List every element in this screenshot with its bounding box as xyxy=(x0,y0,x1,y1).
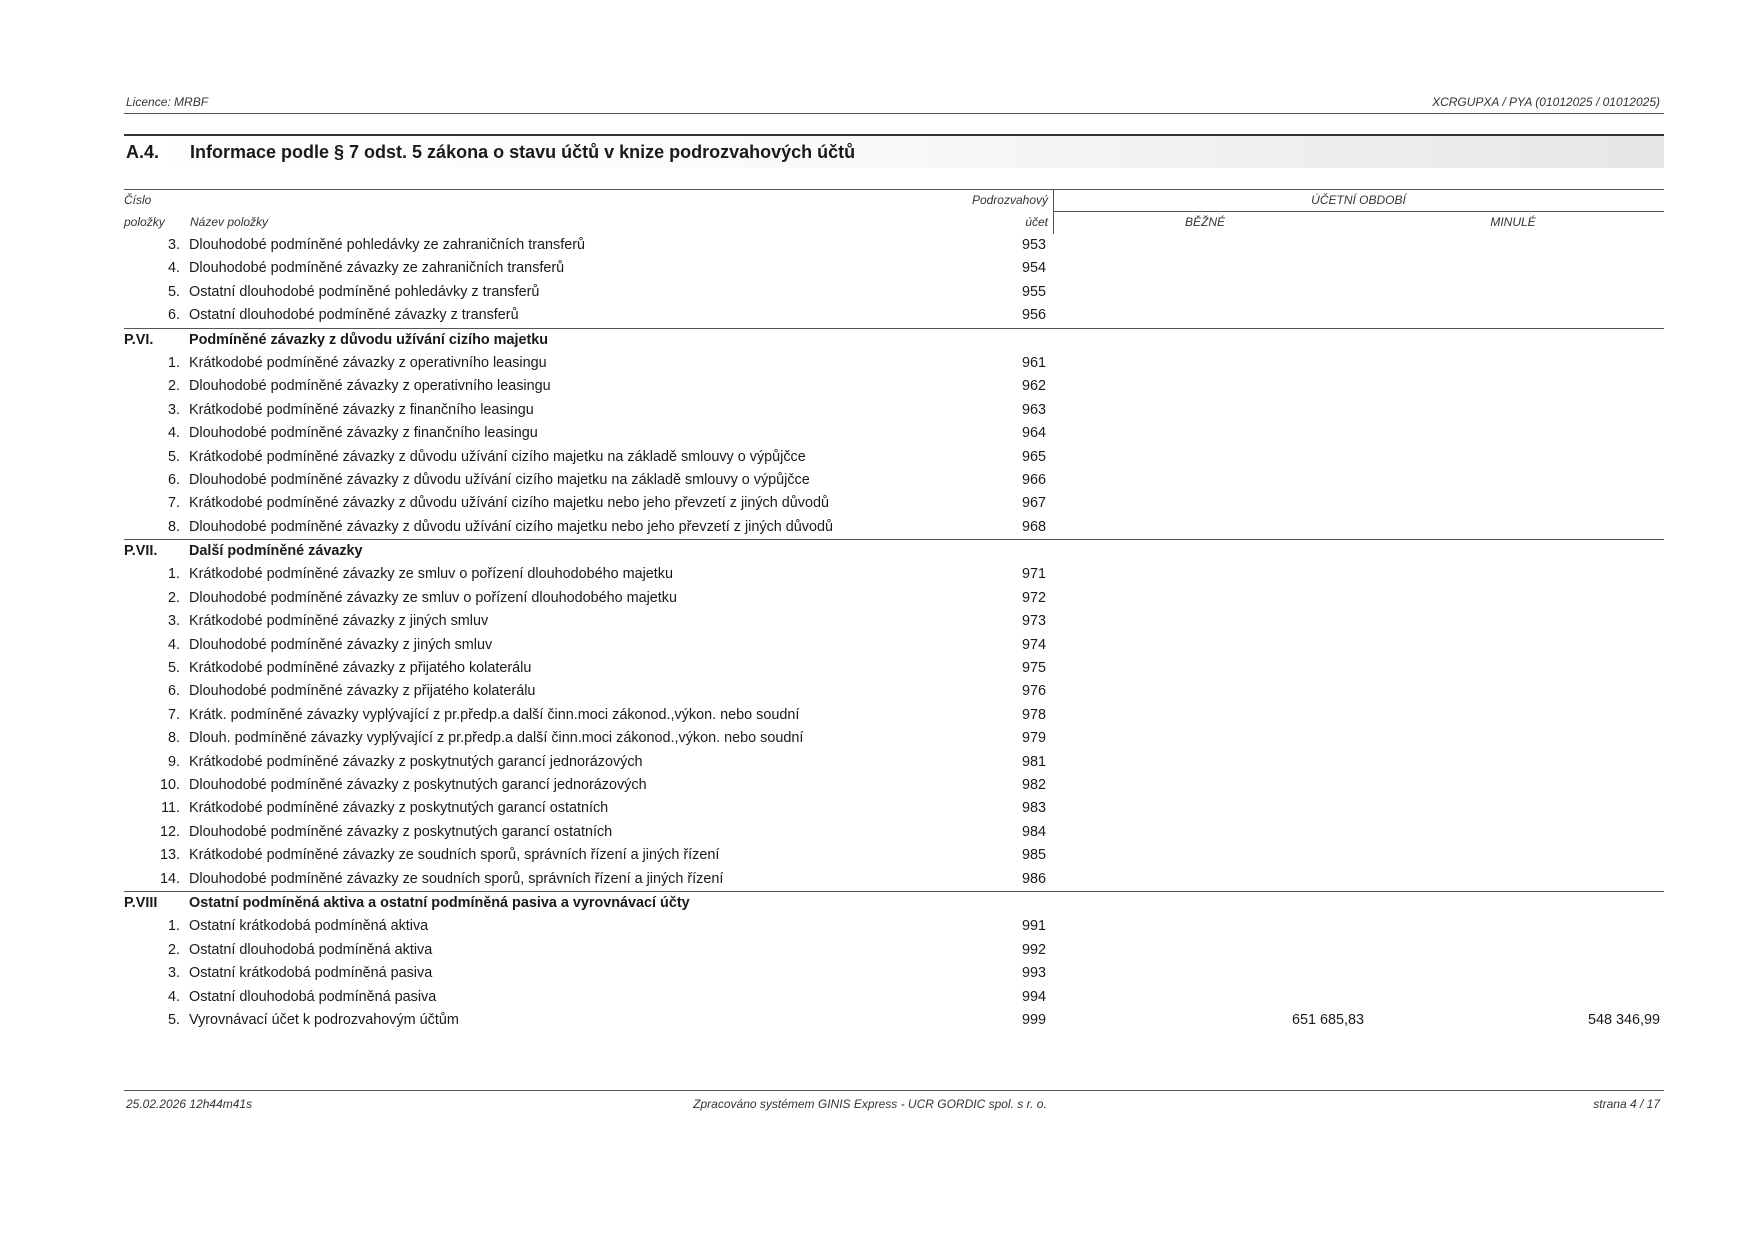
group-row xyxy=(124,539,1664,563)
report-id: XCRGUPXA / PYA (01012025 / 01012025) xyxy=(1432,95,1660,109)
row-number: 7. xyxy=(167,495,180,512)
row-name: Dlouhodobé podmíněné pohledávky ze zahraničních transferů xyxy=(189,237,586,253)
table-row xyxy=(124,399,1664,422)
row-number: P.VIII xyxy=(124,894,158,911)
row-name: Dlouhodobé podmíněné závazky ze smluv o pořízení dlouhodobého majetku xyxy=(189,589,677,606)
row-name: Krátkodobé podmíněné závazky ze smluv o pořízení dlouhodobého majetku xyxy=(189,566,673,583)
section-title: Informace podle § 7 odst. 5 zákona o stavu účtů v knize podrozvahových účtů xyxy=(190,142,856,162)
row-number: 5. xyxy=(167,283,180,300)
row-number: 13. xyxy=(159,847,180,864)
section-code: A.4. xyxy=(126,142,160,162)
row-number: 4. xyxy=(167,988,180,1005)
row-account: 978 xyxy=(1021,706,1046,723)
table-row xyxy=(124,304,1664,327)
row-account: 972 xyxy=(1021,589,1046,606)
table-row xyxy=(124,422,1664,445)
row-number: 4. xyxy=(167,260,180,277)
row-account: 986 xyxy=(1021,870,1046,887)
table-row xyxy=(124,563,1664,586)
row-name: Dlouh. podmíněné závazky vyplývající z pr.předp.a další činn.moci zákonod.,výkon. nebo soudní xyxy=(189,730,804,747)
row-account: 963 xyxy=(1021,401,1046,418)
row-name: Krátkodobé podmíněné závazky z jiných smluv xyxy=(189,613,489,630)
table-row xyxy=(124,516,1664,539)
row-number: 8. xyxy=(167,518,180,535)
row-name: Dlouhodobé podmíněné závazky ze zahraničních transferů xyxy=(189,260,565,277)
col-header-ucetni-obdobi: ÚČETNÍ OBDOBÍ xyxy=(1311,193,1406,207)
row-number: P.VI. xyxy=(124,331,154,348)
row-name: Dlouhodobé podmíněné závazky z důvodu užívání cizího majetku nebo jeho převzetí z jiných důvodů xyxy=(189,518,833,535)
row-name: Ostatní krátkodobá podmíněná aktiva xyxy=(189,918,429,935)
row-number: 11. xyxy=(161,800,180,817)
row-number: 7. xyxy=(167,706,180,723)
table-row xyxy=(124,751,1664,774)
row-account: 956 xyxy=(1021,307,1046,324)
row-number: 14. xyxy=(159,870,180,887)
row-number: 5. xyxy=(167,448,180,465)
row-number: 3. xyxy=(167,401,180,418)
row-name: Dlouhodobé podmíněné závazky ze soudních sporů, správních řízení a jiných řízení xyxy=(189,870,724,887)
row-name: Další podmíněné závazky xyxy=(189,543,363,560)
period-split-rule xyxy=(1053,211,1664,212)
row-account: 992 xyxy=(1021,941,1046,958)
row-account: 993 xyxy=(1021,965,1046,982)
row-name: Ostatní dlouhodobé podmíněné pohledávky z transferů xyxy=(189,283,540,300)
row-account: 966 xyxy=(1021,471,1046,488)
row-account: 991 xyxy=(1021,918,1046,935)
row-previous: 548 346,99 xyxy=(1587,1011,1660,1028)
row-number: 4. xyxy=(167,425,180,442)
table-row xyxy=(124,234,1664,257)
row-number: 3. xyxy=(167,613,180,630)
row-account: 954 xyxy=(1021,260,1046,277)
table-row xyxy=(124,610,1664,633)
table-row xyxy=(124,634,1664,657)
row-account: 976 xyxy=(1021,683,1046,700)
row-name: Podmíněné závazky z důvodu užívání cizího majetku xyxy=(189,331,549,348)
row-name: Krátk. podmíněné závazky vyplývající z pr.předp.a další činn.moci zákonod.,výkon. nebo soudní xyxy=(189,706,800,723)
row-account: 953 xyxy=(1021,237,1046,253)
row-number: 8. xyxy=(167,730,180,747)
row-account: 985 xyxy=(1021,847,1046,864)
row-account: 961 xyxy=(1021,354,1046,371)
table-row xyxy=(124,774,1664,797)
table-row xyxy=(124,257,1664,280)
row-account: 964 xyxy=(1021,425,1046,442)
row-name: Ostatní dlouhodobé podmíněné závazky z transferů xyxy=(189,307,519,324)
row-account: 971 xyxy=(1021,566,1046,583)
row-number: 3. xyxy=(167,965,180,982)
row-number: 2. xyxy=(167,378,180,395)
table-row xyxy=(124,375,1664,398)
row-number: 10. xyxy=(159,776,180,793)
account-table xyxy=(124,234,1664,1032)
row-account: 979 xyxy=(1021,730,1046,747)
section-heading xyxy=(124,134,1664,168)
row-number: 6. xyxy=(167,471,180,488)
row-number: 6. xyxy=(167,683,180,700)
row-name: Dlouhodobé podmíněné závazky z poskytnutých garancí jednorázových xyxy=(189,776,647,793)
row-name: Dlouhodobé podmíněné závazky z poskytnutých garancí ostatních xyxy=(189,823,613,840)
table-row xyxy=(124,704,1664,727)
table-row xyxy=(124,939,1664,962)
row-account: 983 xyxy=(1021,800,1046,817)
table-row xyxy=(124,727,1664,750)
table-row xyxy=(124,986,1664,1009)
row-account: 967 xyxy=(1021,495,1046,512)
row-account: 955 xyxy=(1021,283,1046,300)
row-name: Ostatní podmíněná aktiva a ostatní podmíněná pasiva a vyrovnávací účty xyxy=(189,894,690,911)
table-row xyxy=(124,915,1664,938)
table-row xyxy=(124,868,1664,891)
table-row xyxy=(124,281,1664,304)
group-row xyxy=(124,328,1664,352)
row-name: Ostatní dlouhodobá podmíněná pasiva xyxy=(189,988,437,1005)
row-name: Krátkodobé podmíněné závazky z důvodu užívání cizího majetku na základě smlouvy o výpůjčce xyxy=(189,448,806,465)
col-header-cislo: Číslo xyxy=(124,193,152,207)
col-header-bezne: BĚŽNÉ xyxy=(1184,215,1225,229)
row-account: 968 xyxy=(1021,518,1046,535)
table-row xyxy=(124,680,1664,703)
row-name: Krátkodobé podmíněné závazky z finančního leasingu xyxy=(189,401,534,418)
row-number: 2. xyxy=(167,941,180,958)
row-name: Ostatní krátkodobá podmíněná pasiva xyxy=(189,965,433,982)
row-account: 975 xyxy=(1021,660,1046,677)
processed-by: Zpracováno systémem GINIS Express - UCR GORDIC spol. s r. o. xyxy=(693,1097,1047,1111)
row-number: 4. xyxy=(167,636,180,653)
table-row xyxy=(124,469,1664,492)
col-header-ucet: účet xyxy=(1025,215,1048,229)
row-number: 6. xyxy=(167,307,180,324)
row-name: Vyrovnávací účet k podrozvahovým účtům xyxy=(189,1011,459,1028)
table-row xyxy=(124,1009,1664,1032)
row-account: 994 xyxy=(1021,988,1046,1005)
table-row xyxy=(124,587,1664,610)
table-row xyxy=(124,446,1664,469)
print-timestamp: 25.02.2026 12h44m41s xyxy=(126,1097,253,1111)
header-top-rule xyxy=(124,189,1664,190)
bottom-rule xyxy=(124,1090,1664,1091)
table-row xyxy=(124,352,1664,375)
licence-label: Licence: MRBF xyxy=(126,95,209,109)
row-name: Krátkodobé podmíněné závazky ze soudních sporů, správních řízení a jiných řízení xyxy=(189,847,720,864)
row-number: 1. xyxy=(167,918,180,935)
row-name: Dlouhodobé podmíněné závazky z operativního leasingu xyxy=(189,378,551,395)
row-current: 651 685,83 xyxy=(1291,1011,1364,1028)
group-row xyxy=(124,891,1664,915)
row-name: Krátkodobé podmíněné závazky z poskytnutých garancí jednorázových xyxy=(189,753,643,770)
row-number: 9. xyxy=(167,753,180,770)
table-row xyxy=(124,844,1664,867)
row-name: Dlouhodobé podmíněné závazky z přijatého kolaterálu xyxy=(189,683,536,700)
col-header-minule: MINULÉ xyxy=(1490,215,1536,229)
row-number: 5. xyxy=(167,660,180,677)
table-row xyxy=(124,797,1664,820)
row-name: Dlouhodobé podmíněné závazky z jiných smluv xyxy=(189,636,493,653)
row-number: 12. xyxy=(159,823,180,840)
row-account: 965 xyxy=(1021,448,1046,465)
row-name: Dlouhodobé podmíněné závazky z důvodu užívání cizího majetku na základě smlouvy o výpůjčce xyxy=(189,471,810,488)
table-row xyxy=(124,821,1664,844)
row-name: Krátkodobé podmíněné závazky z důvodu užívání cizího majetku nebo jeho převzetí z jiných důvodů xyxy=(189,495,829,512)
table-row xyxy=(124,657,1664,680)
top-rule xyxy=(124,113,1664,114)
row-account: 973 xyxy=(1021,613,1046,630)
row-account: 982 xyxy=(1021,776,1046,793)
row-account: 999 xyxy=(1021,1011,1046,1028)
row-number: 5. xyxy=(167,1011,180,1028)
row-name: Ostatní dlouhodobá podmíněná aktiva xyxy=(189,941,433,958)
row-name: Dlouhodobé podmíněné závazky z finančního leasingu xyxy=(189,425,538,442)
col-header-nazev: Název položky xyxy=(190,215,269,229)
table-row xyxy=(124,492,1664,515)
row-name: Krátkodobé podmíněné závazky z operativního leasingu xyxy=(189,354,547,371)
row-name: Krátkodobé podmíněné závazky z poskytnutých garancí ostatních xyxy=(189,800,609,817)
row-number: 2. xyxy=(167,589,180,606)
row-account: 984 xyxy=(1021,823,1046,840)
row-name: Krátkodobé podmíněné závazky z přijatého kolaterálu xyxy=(189,660,532,677)
row-account: 981 xyxy=(1021,753,1046,770)
page-number: strana 4 / 17 xyxy=(1593,1097,1660,1111)
row-account: 962 xyxy=(1021,378,1046,395)
row-account: 974 xyxy=(1021,636,1046,653)
row-number: 1. xyxy=(167,566,180,583)
table-row xyxy=(124,962,1664,985)
col-header-podrozvahovy: Podrozvahový xyxy=(971,193,1048,207)
col-header-polozky: položky xyxy=(124,215,165,229)
row-number: 3. xyxy=(167,237,180,253)
row-number: P.VII. xyxy=(124,543,158,560)
row-number: 1. xyxy=(167,354,180,371)
